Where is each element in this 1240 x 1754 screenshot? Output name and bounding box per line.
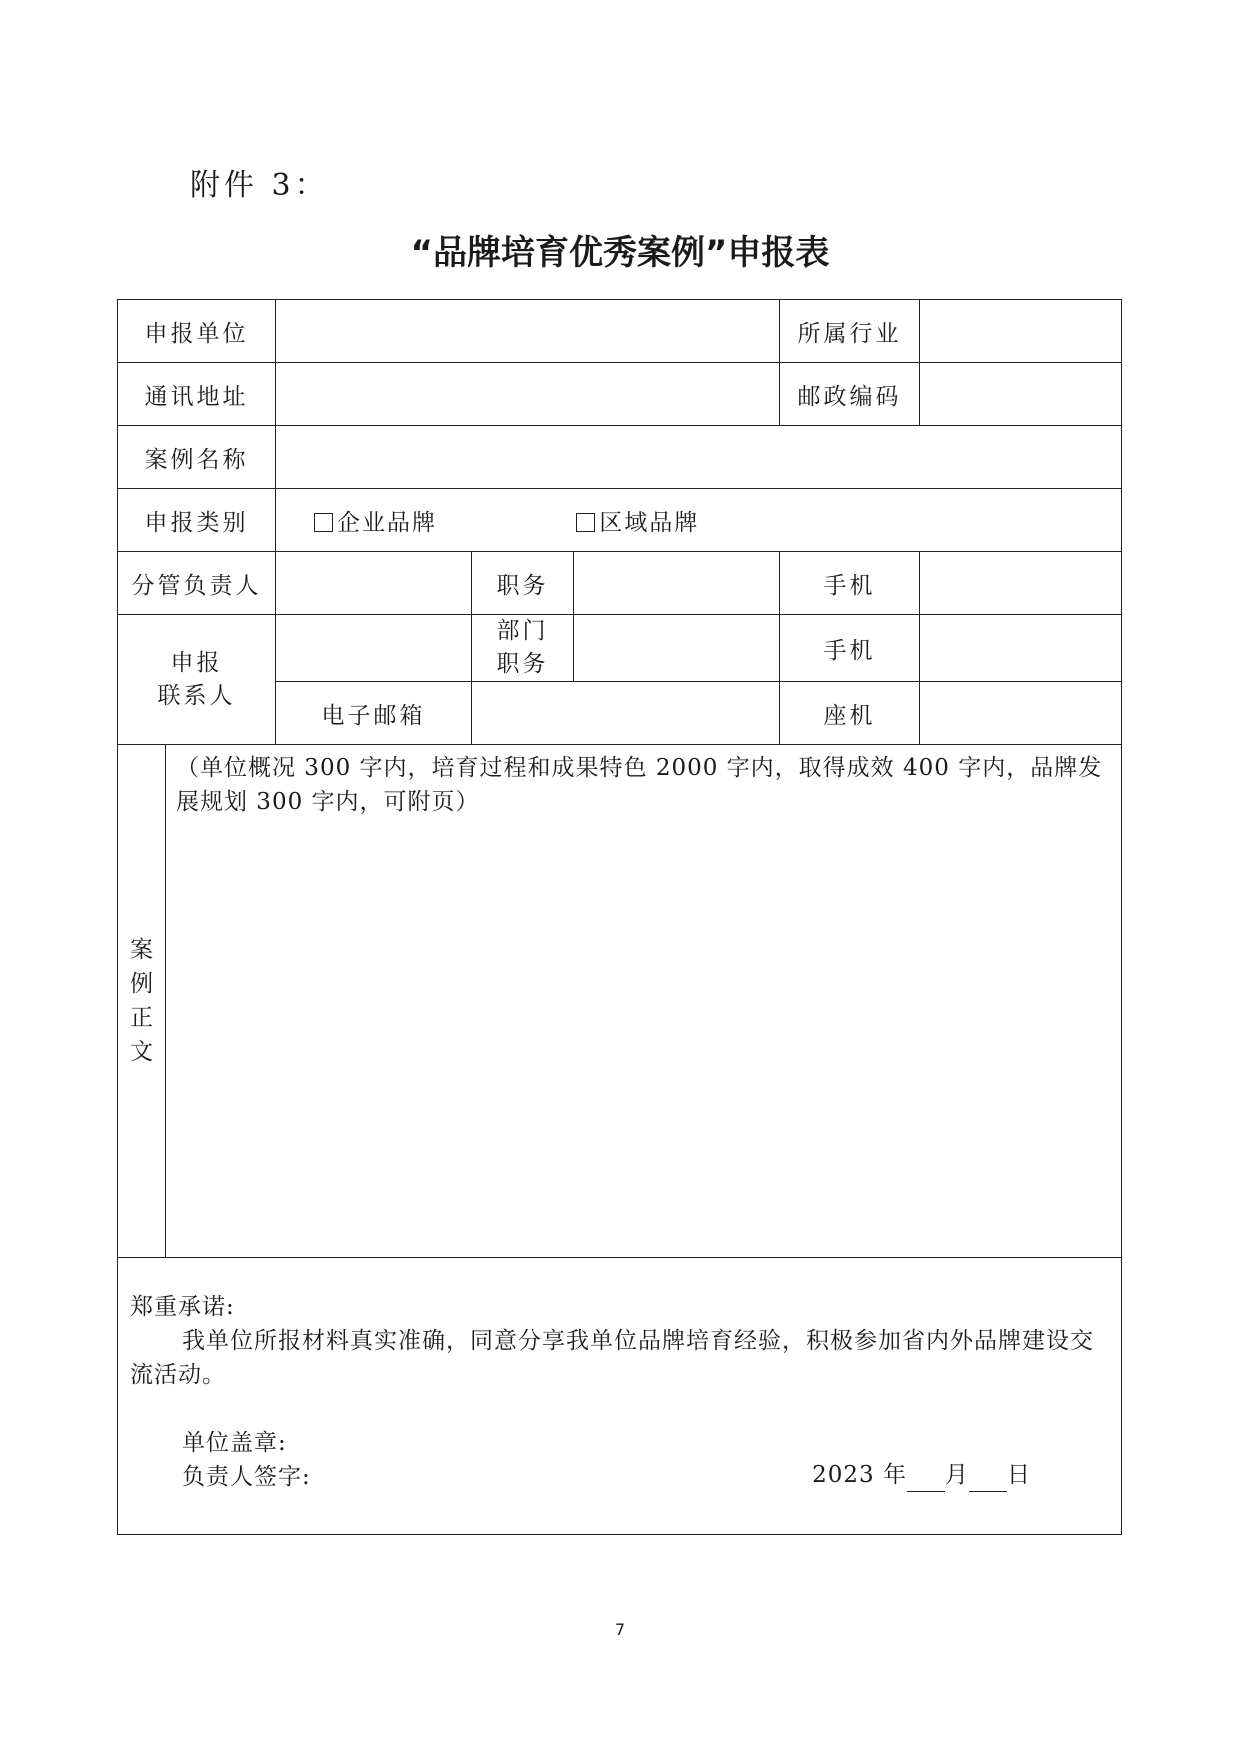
content-field[interactable]	[166, 745, 1122, 1258]
manager-mobile-label: 手机	[780, 552, 920, 615]
form-title: “品牌培育优秀案例”申报表	[410, 233, 830, 273]
email-label: 电子邮箱	[276, 682, 472, 745]
date-month: 月	[945, 1462, 970, 1488]
page-number: 7	[614, 1620, 626, 1639]
address-label: 通讯地址	[118, 363, 276, 426]
category-option-enterprise[interactable]	[314, 504, 437, 537]
content-label-char: 正	[130, 1005, 153, 1031]
promise-title: 郑重承诺:	[130, 1294, 235, 1320]
postcode-label: 邮政编码	[780, 363, 920, 426]
industry-field[interactable]	[920, 300, 1122, 363]
contact-mobile-field[interactable]	[920, 615, 1122, 682]
contact-label-line1: 申报	[170, 649, 223, 676]
row-promise	[118, 1258, 1122, 1535]
checkbox-icon[interactable]	[576, 513, 595, 532]
dept-position-line1: 部门	[496, 618, 549, 644]
application-form-table	[117, 299, 1122, 1535]
date-line	[812, 1458, 1031, 1492]
promise-text: 我单位所报材料真实准确，同意分享我单位品牌培育经验，积极参加省内外品牌建设交流活动。	[130, 1328, 1094, 1388]
category-option-regional[interactable]	[576, 504, 699, 537]
attachment-label: 附件 3：	[190, 168, 329, 203]
postcode-field[interactable]	[920, 363, 1122, 426]
industry-label: 所属行业	[780, 300, 920, 363]
row-manager	[118, 552, 1122, 615]
row-address	[118, 363, 1122, 426]
manager-name-field[interactable]	[276, 552, 472, 615]
date-year: 2023 年	[812, 1462, 908, 1488]
month-blank[interactable]	[907, 1467, 945, 1492]
landline-field[interactable]	[920, 682, 1122, 745]
content-label-char: 例	[130, 971, 153, 997]
promise-cell	[118, 1258, 1122, 1535]
date-day: 日	[1007, 1462, 1032, 1488]
signature-label: 负责人签字:	[182, 1464, 311, 1490]
content-label-char: 文	[130, 1039, 153, 1065]
row-contact-1	[118, 615, 1122, 682]
dept-position-label	[472, 615, 574, 682]
contact-name-field[interactable]	[276, 615, 472, 682]
dept-position-line2: 职务	[496, 651, 549, 677]
category-option-label: 区域品牌	[599, 509, 700, 536]
content-hint: （单位概况 300 字内，培育过程和成果特色 2000 字内，取得成效 400 字内，品牌发展规划 300 字内，可附页）	[176, 755, 1103, 815]
position-label: 职务	[472, 552, 574, 615]
case-name-label: 案例名称	[118, 426, 276, 489]
day-blank[interactable]	[969, 1467, 1007, 1492]
landline-label: 座机	[780, 682, 920, 745]
case-name-field[interactable]	[276, 426, 1122, 489]
manager-mobile-field[interactable]	[920, 552, 1122, 615]
seal-label: 单位盖章:	[182, 1430, 287, 1456]
row-unit	[118, 300, 1122, 363]
row-content	[118, 745, 1122, 1258]
position-field[interactable]	[574, 552, 780, 615]
contact-label-line2: 联系人	[157, 682, 236, 709]
manager-label: 分管负责人	[118, 552, 276, 615]
dept-position-field[interactable]	[574, 615, 780, 682]
unit-field[interactable]	[276, 300, 780, 363]
checkbox-icon[interactable]	[314, 513, 333, 532]
category-label: 申报类别	[118, 489, 276, 552]
email-field[interactable]	[472, 682, 780, 745]
row-category	[118, 489, 1122, 552]
row-case-name	[118, 426, 1122, 489]
contact-label	[118, 615, 276, 745]
unit-label: 申报单位	[118, 300, 276, 363]
contact-mobile-label: 手机	[780, 615, 920, 682]
content-label	[118, 745, 166, 1258]
address-field[interactable]	[276, 363, 780, 426]
category-options	[276, 489, 1122, 552]
category-option-label: 企业品牌	[337, 509, 437, 536]
content-label-char: 案	[130, 937, 153, 963]
